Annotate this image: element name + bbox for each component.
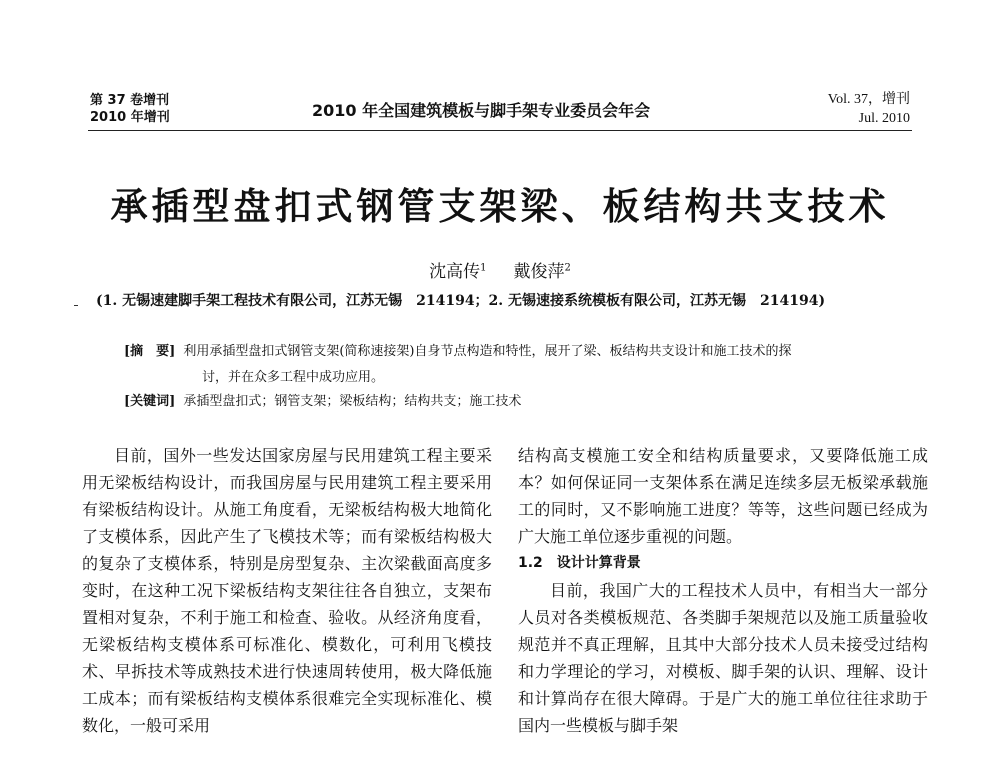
abstract-label: [摘 要]: [124, 344, 176, 359]
affiliations: (1. 无锡速建脚手架工程技术有限公司，江苏无锡 214194；2. 无锡速接系统模板有限公司，江苏无锡 214194): [96, 293, 826, 309]
body-paragraph: 目前，我国广大的工程技术人员中，有相当大一部分人员对各类模板规范、各类脚手架规范以及施工质量验收规范并不真正理解，且其中大部分技术人员未接受过结构和力学理论的学习，对模板、脚手架的认识、理解、设计和计算尚存在很大障碍。于是广大的施工单位往往求助于国内一些模板与脚手架: [518, 581, 928, 735]
volume-line: 第 37 卷增刊: [90, 93, 170, 108]
body-paragraph: 目前，国外一些发达国家房屋与民用建筑工程主要采用无梁板结构设计，而我国房屋与民用建筑工程主要采用有梁板结构设计。从施工角度看，无梁板结构极大地简化了支模体系，因此产生了飞模技术等；而有梁板结构极大的复杂了支模体系，特别是房型复杂、主次梁截面高度多变时，在这种工况下梁板结构支架往往各自独立，支架布置相对复杂，不利于施工和检查、验收。从经济角度看，无梁板结构支模体系可标准化、模数化，可利用飞模技术、早拆技术等成熟技术进行快速周转使用，极大降低施工成本；而有梁板结构支模体系很难完全实现标准化、模数化，一般可采用: [82, 446, 492, 735]
keywords-text: 承插型盘扣式；钢管支架；梁板结构；结构共支；施工技术: [183, 394, 522, 409]
keywords-label: [关键词]: [124, 394, 176, 409]
author-list: [0, 257, 1000, 282]
scan-mark: [74, 305, 78, 306]
body-column-left: [82, 442, 492, 739]
journal-volume-info-en: [828, 90, 910, 128]
abstract: [124, 340, 914, 364]
body-column-right: [518, 442, 928, 739]
conference-name: 2010 年全国建筑模板与脚手架专业委员会年会: [312, 101, 651, 120]
keywords: [124, 390, 914, 414]
author-name: 沈高传: [429, 262, 481, 282]
author-name: 戴俊萍: [513, 262, 565, 282]
abstract-text-line2: 讨，并在众多工程中成功应用。: [202, 370, 385, 385]
journal-volume-info: [90, 92, 170, 126]
date-line-en: Jul. 2010: [858, 111, 910, 126]
author-affiliation-mark: 1: [480, 262, 487, 274]
paper-title: 承插型盘扣式钢管支架梁、板结构共支技术: [110, 184, 890, 228]
author-affiliation-mark: 2: [564, 262, 571, 274]
body-paragraph: 结构高支模施工安全和结构质量要求，又要降低施工成本？如何保证同一支架体系在满足连续多层无板梁承载施工的同时，又不影响施工进度？等等，这些问题已经成为广大施工单位逐步重视的问题。: [518, 446, 928, 546]
volume-line-en: Vol. 37，增刊: [827, 92, 910, 107]
header-divider: [88, 130, 912, 131]
year-line: 2010 年增刊: [90, 110, 170, 125]
section-heading: 1.2 设计计算背景: [518, 555, 641, 571]
abstract-text-line1: 利用承插型盘扣式钢管支架(简称速接架)自身节点构造和特性，展开了梁、板结构共支设计和施工技术的探: [183, 344, 792, 359]
